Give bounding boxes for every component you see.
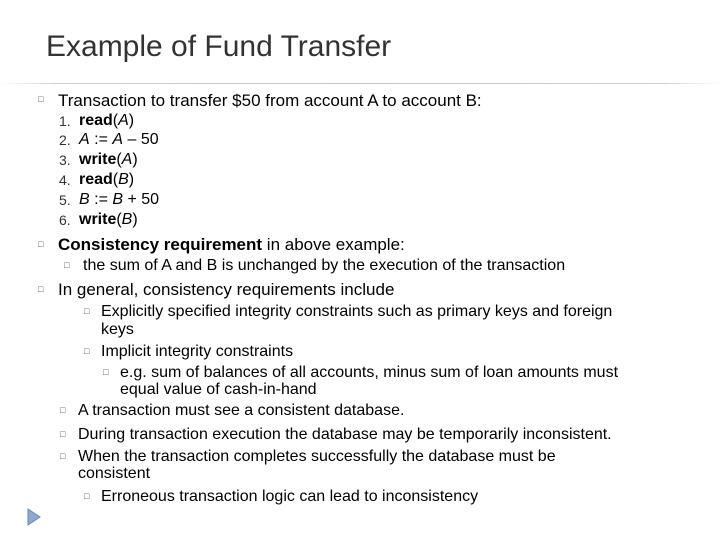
title-divider xyxy=(0,83,720,84)
implicit-constraints: Implicit integrity constraints xyxy=(101,343,294,360)
consistency-sub: the sum of A and B is unchanged by the execution of the transaction xyxy=(83,257,566,274)
step-update-a: A := A – 50 xyxy=(79,131,159,148)
step-number: 2. xyxy=(59,132,71,148)
explicit-constraints-cont: keys xyxy=(101,321,134,338)
consistency-heading: Consistency requirement xyxy=(58,235,263,254)
bullet-transfer: Transaction to transfer $50 from account A to account B: xyxy=(58,91,482,110)
square-bullet-icon: □ xyxy=(38,284,44,294)
bullet-completes-cont: consistent xyxy=(78,465,151,482)
square-bullet-icon: □ xyxy=(60,429,66,439)
explicit-constraints: Explicitly specified integrity constraints such as primary keys and foreign xyxy=(101,303,613,320)
step-number: 4. xyxy=(59,172,71,188)
square-bullet-icon: □ xyxy=(38,94,44,104)
bullet-completes: When the transaction completes successfully the database must be xyxy=(78,448,556,465)
square-bullet-icon: □ xyxy=(60,451,66,461)
implicit-example-cont: equal value of cash-in-hand xyxy=(120,381,317,398)
checkbox-bullet-icon: □ xyxy=(103,367,109,377)
step-number: 5. xyxy=(59,192,71,208)
step-update-b: B := B + 50 xyxy=(79,191,160,208)
square-bullet-icon: □ xyxy=(60,405,66,415)
square-bullet-icon: □ xyxy=(38,239,44,249)
implicit-example: e.g. sum of balances of all accounts, minus sum of loan amounts must xyxy=(120,364,619,381)
bullet-see-consistent: A transaction must see a consistent database. xyxy=(78,402,405,419)
step-write-b: write(B) xyxy=(79,211,138,228)
page-title: Example of Fund Transfer xyxy=(46,30,392,63)
bullet-temporarily-inconsistent: During transaction execution the database may be temporarily inconsistent. xyxy=(78,426,612,443)
square-bullet-icon: □ xyxy=(84,306,90,316)
step-write-a: write(A) xyxy=(79,151,138,168)
erroneous-logic: Erroneous transaction logic can lead to inconsistency xyxy=(101,488,479,505)
step-number: 6. xyxy=(59,212,71,228)
square-bullet-icon: □ xyxy=(84,491,90,501)
slide-nav-arrow-icon[interactable] xyxy=(26,508,42,526)
consistency-heading-rest: in above example: xyxy=(262,235,405,254)
step-number: 1. xyxy=(59,113,71,129)
square-bullet-icon: □ xyxy=(64,260,70,270)
bullet-consistency xyxy=(58,236,405,253)
bullet-general: In general, consistency requirements include xyxy=(58,280,395,299)
step-read-a: read(A) xyxy=(79,112,135,129)
step-read-b: read(B) xyxy=(79,171,135,188)
step-number: 3. xyxy=(59,152,71,168)
square-bullet-icon: □ xyxy=(84,346,90,356)
